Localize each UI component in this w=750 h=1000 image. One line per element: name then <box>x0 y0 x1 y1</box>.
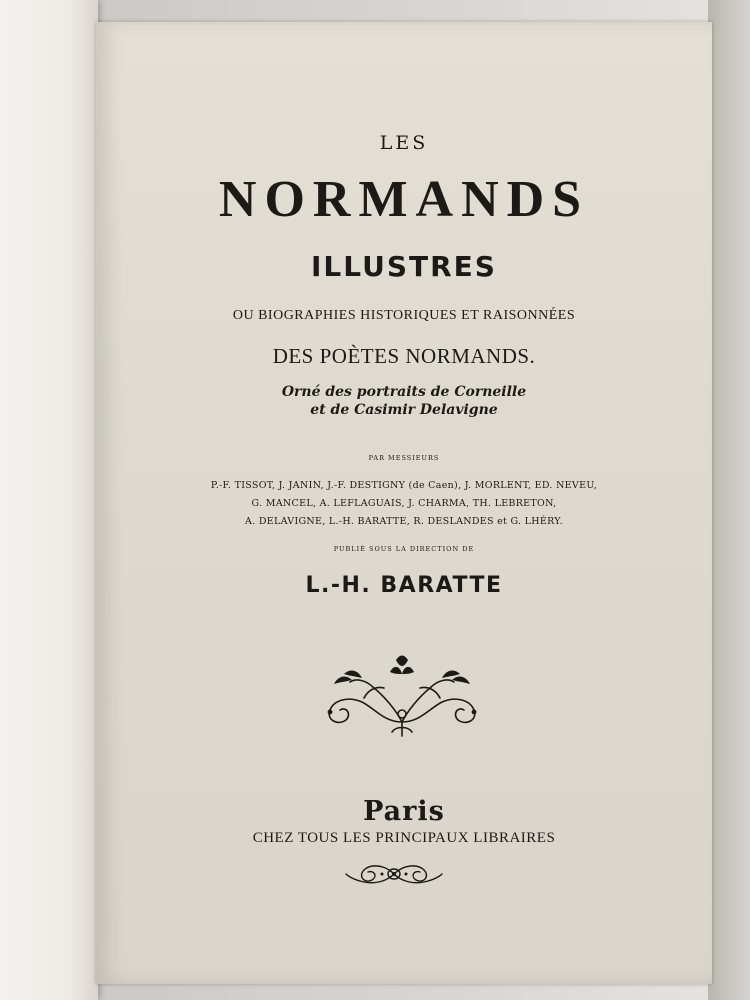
scroll-flourish-icon <box>344 860 444 888</box>
facing-blank-page <box>0 0 98 1000</box>
authors-line-3: A. DELAVIGNE, L.-H. BARATTE, R. DESLANDES et G. LHÉRY. <box>245 516 563 527</box>
authors-line-2: G. MANCEL, A. LEFLAGUAIS, J. CHARMA, TH. LEBRETON, <box>251 498 557 509</box>
authors-line-1: P.-F. TISSOT, J. JANIN, J.-F. DESTIGNY (de Caen), J. MORLENT, ED. NEVEU, <box>210 480 598 491</box>
publisher-line: CHEZ TOUS LES PRINCIPAUX LIBRAIRES <box>252 830 556 846</box>
right-shadow <box>708 0 750 1000</box>
title-page <box>96 22 712 984</box>
title-illustres: ILLUSTRES <box>311 250 497 283</box>
portraits-line-2: et de Casimir Delavigne <box>310 402 498 418</box>
subtitle-poetes: DES POÈTES NORMANDS. <box>272 344 536 368</box>
title-normands: NORMANDS <box>218 171 590 228</box>
title-les: LES <box>379 132 429 154</box>
floral-scroll-ornament-icon <box>304 652 500 740</box>
publication-city: Paris <box>363 796 445 827</box>
director-name: L.-H. BARATTE <box>305 573 503 598</box>
par-messieurs: PAR MESSIEURS <box>368 454 440 462</box>
portraits-line-1: Orné des portraits de Corneille <box>281 384 527 400</box>
publie-sous: PUBLIÉ SOUS LA DIRECTION DE <box>333 545 475 553</box>
subtitle: OU BIOGRAPHIES HISTORIQUES ET RAISONNÉES <box>232 308 576 323</box>
